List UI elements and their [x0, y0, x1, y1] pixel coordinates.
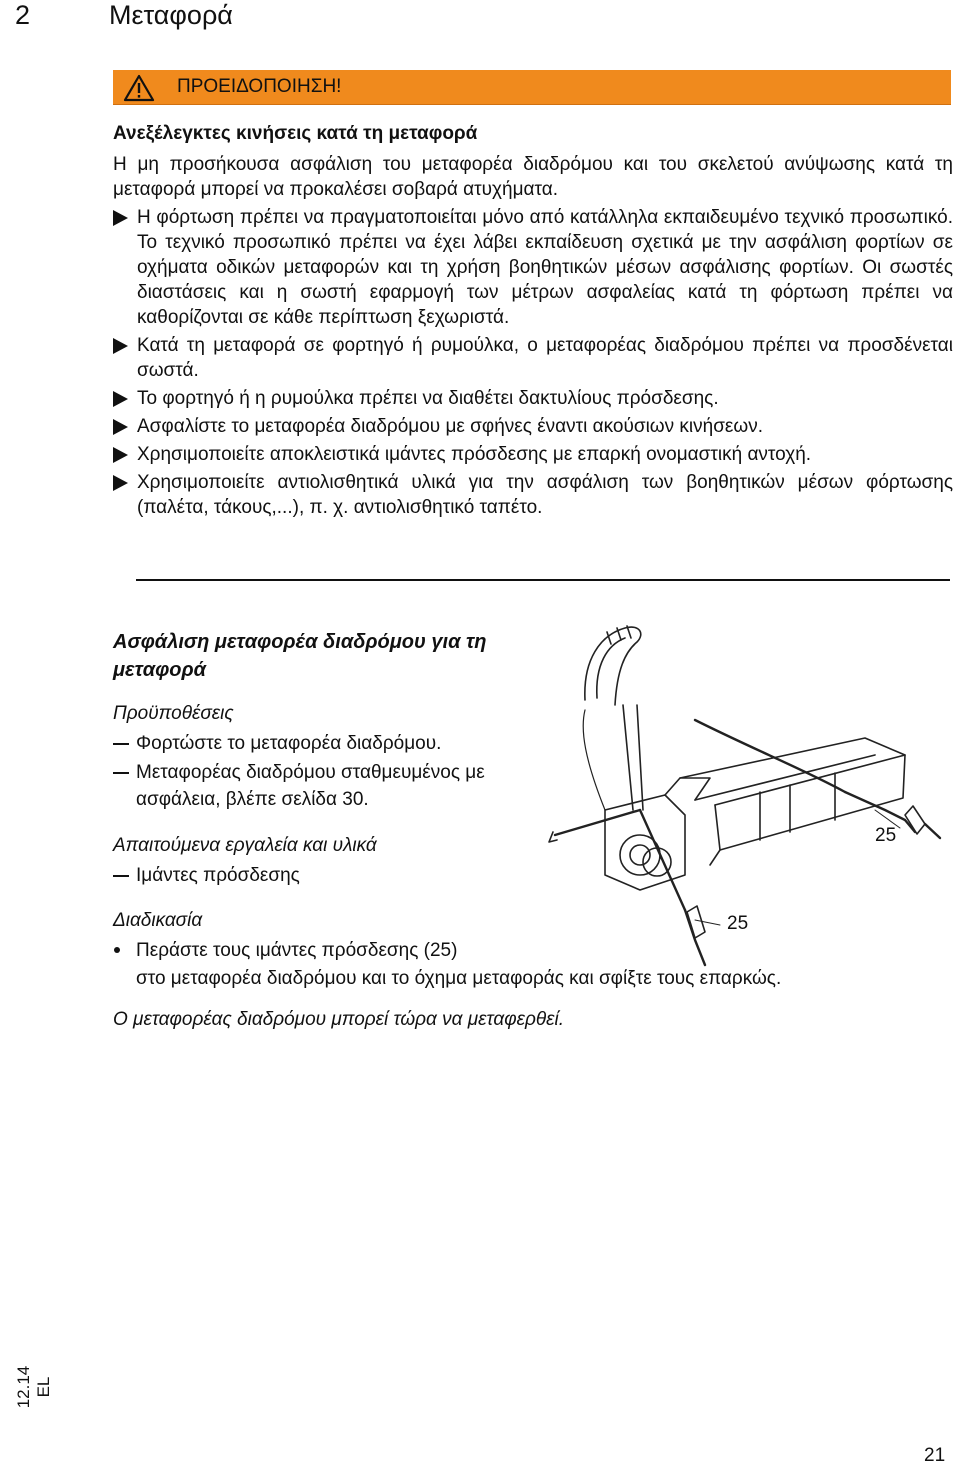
list-dash: [113, 743, 129, 745]
warning-title: Ανεξέλεγκτες κινήσεις κατά τη μεταφορά: [113, 123, 478, 144]
warning-text: Η μη προσήκουσα ασφάλιση του μεταφορέα διαδρόμου και του σκελετού ανύψωσης κατά τη μεταφορά μπορεί να προκαλέσει σοβαρά ατυχήματα.: [113, 154, 953, 200]
prerequisite-item: Φορτώστε το μεταφορέα διαδρόμου.: [136, 733, 442, 754]
warning-bullet: [113, 414, 953, 439]
bullet-arrow-icon: [113, 475, 128, 491]
warning-bullet-text: Χρησιμοποιείτε αποκλειστικά ιμάντες πρόσδεσης με επαρκή ονομαστική αντοχή.: [137, 444, 812, 465]
tools-heading: Απαιτούμενα εργαλεία και υλικά: [113, 835, 377, 856]
warning-bullet-text: Κατά τη μεταφορά σε φορτηγό ή ρυμούλκα, ο μεταφορέας διαδρόμου πρέπει να προσδένεται σωστά.: [137, 335, 953, 381]
chapter-title: Μεταφορά: [109, 0, 233, 30]
warning-bullet: [113, 205, 953, 330]
callout-25-lower: 25: [727, 913, 749, 934]
edition-code: 12.14 EL: [14, 1365, 53, 1409]
procedure-result: Ο μεταφορέας διαδρόμου μπορεί τώρα να μεταφερθεί.: [113, 1009, 564, 1030]
pallet-truck-illustration: [545, 610, 955, 975]
section-title: Ασφάλιση μεταφορέα διαδρόμου για τη μεταφορά: [113, 631, 487, 681]
warning-bullet-text: Χρησιμοποιείτε αντιολισθητικά υλικά για την ασφάλιση των βοηθητικών μέσων φόρτωσης (παλέτα, τάκους,...), π. χ. αντιολισθητικό ταπέτο.: [137, 472, 953, 518]
procedure-step-continued: στο μεταφορέα διαδρόμου και το όχημα μεταφοράς και σφίξτε τους επαρκώς.: [136, 968, 782, 989]
warning-end-rule: [136, 579, 950, 581]
warning-bullet-text: Ασφαλίστε το μεταφορέα διαδρόμου με σφήνες έναντι ακούσιων κινήσεων.: [137, 416, 764, 437]
warning-bullet: [113, 470, 953, 520]
bullet-arrow-icon: [113, 338, 128, 354]
procedure-heading: Διαδικασία: [113, 910, 203, 931]
chapter-heading: [15, 0, 233, 30]
bullet-arrow-icon: [113, 447, 128, 463]
warning-bullet: [113, 442, 953, 467]
prerequisite-item-continued: ασφάλεια, βλέπε σελίδα 30.: [136, 789, 369, 810]
procedure-step: Περάστε τους ιμάντες πρόσδεσης (25): [136, 940, 458, 961]
prerequisite-item: Μεταφορέας διαδρόμου σταθμευμένος με: [136, 762, 485, 783]
chapter-number: 2: [15, 0, 31, 30]
list-dash: [113, 875, 129, 877]
warning-bullet-text: Το φορτηγό ή η ρυμούλκα πρέπει να διαθέτει δακτυλίους πρόσδεσης.: [137, 388, 719, 409]
warning-bullet: [113, 333, 953, 383]
warning-label: ΠΡΟΕΙΔΟΠΟΙΗΣΗ!: [177, 76, 342, 97]
bullet-arrow-icon: [113, 419, 128, 435]
step-bullet: [114, 947, 120, 953]
warning-bullet-text: Η φόρτωση πρέπει να πραγματοποιείται μόνο από κατάλληλα εκπαιδευμένο τεχνικό προσωπικό. Το τεχνικό προσωπικό πρέπει να έχει λάβει εκπαίδευση σχετικά με την ασφάλιση φορτίων σε οχήματα οδικών μεταφορών και τη χρήση βοηθητικών μέσων ασφάλισης φορτίων. Οι σωστές διαστάσεις και η σωστή εφαρμογή των μέτρων ασφαλείας κατά τη φόρτωση πρέπει να καθορίζονται σε κάθε περίπτωση ξεχωριστά.: [137, 207, 953, 328]
tools-item: Ιμάντες πρόσδεσης: [136, 865, 300, 886]
bullet-arrow-icon: [113, 210, 128, 226]
warning-bullet: [113, 386, 953, 411]
warning-banner: [113, 70, 951, 105]
bullet-arrow-icon: [113, 391, 128, 407]
callout-25-upper: 25: [875, 825, 897, 846]
list-dash: [113, 772, 129, 774]
warning-triangle-icon: [123, 74, 155, 102]
warning-body: [113, 152, 953, 520]
prerequisites-heading: Προϋποθέσεις: [113, 703, 234, 724]
page-number: 21: [924, 1445, 946, 1466]
